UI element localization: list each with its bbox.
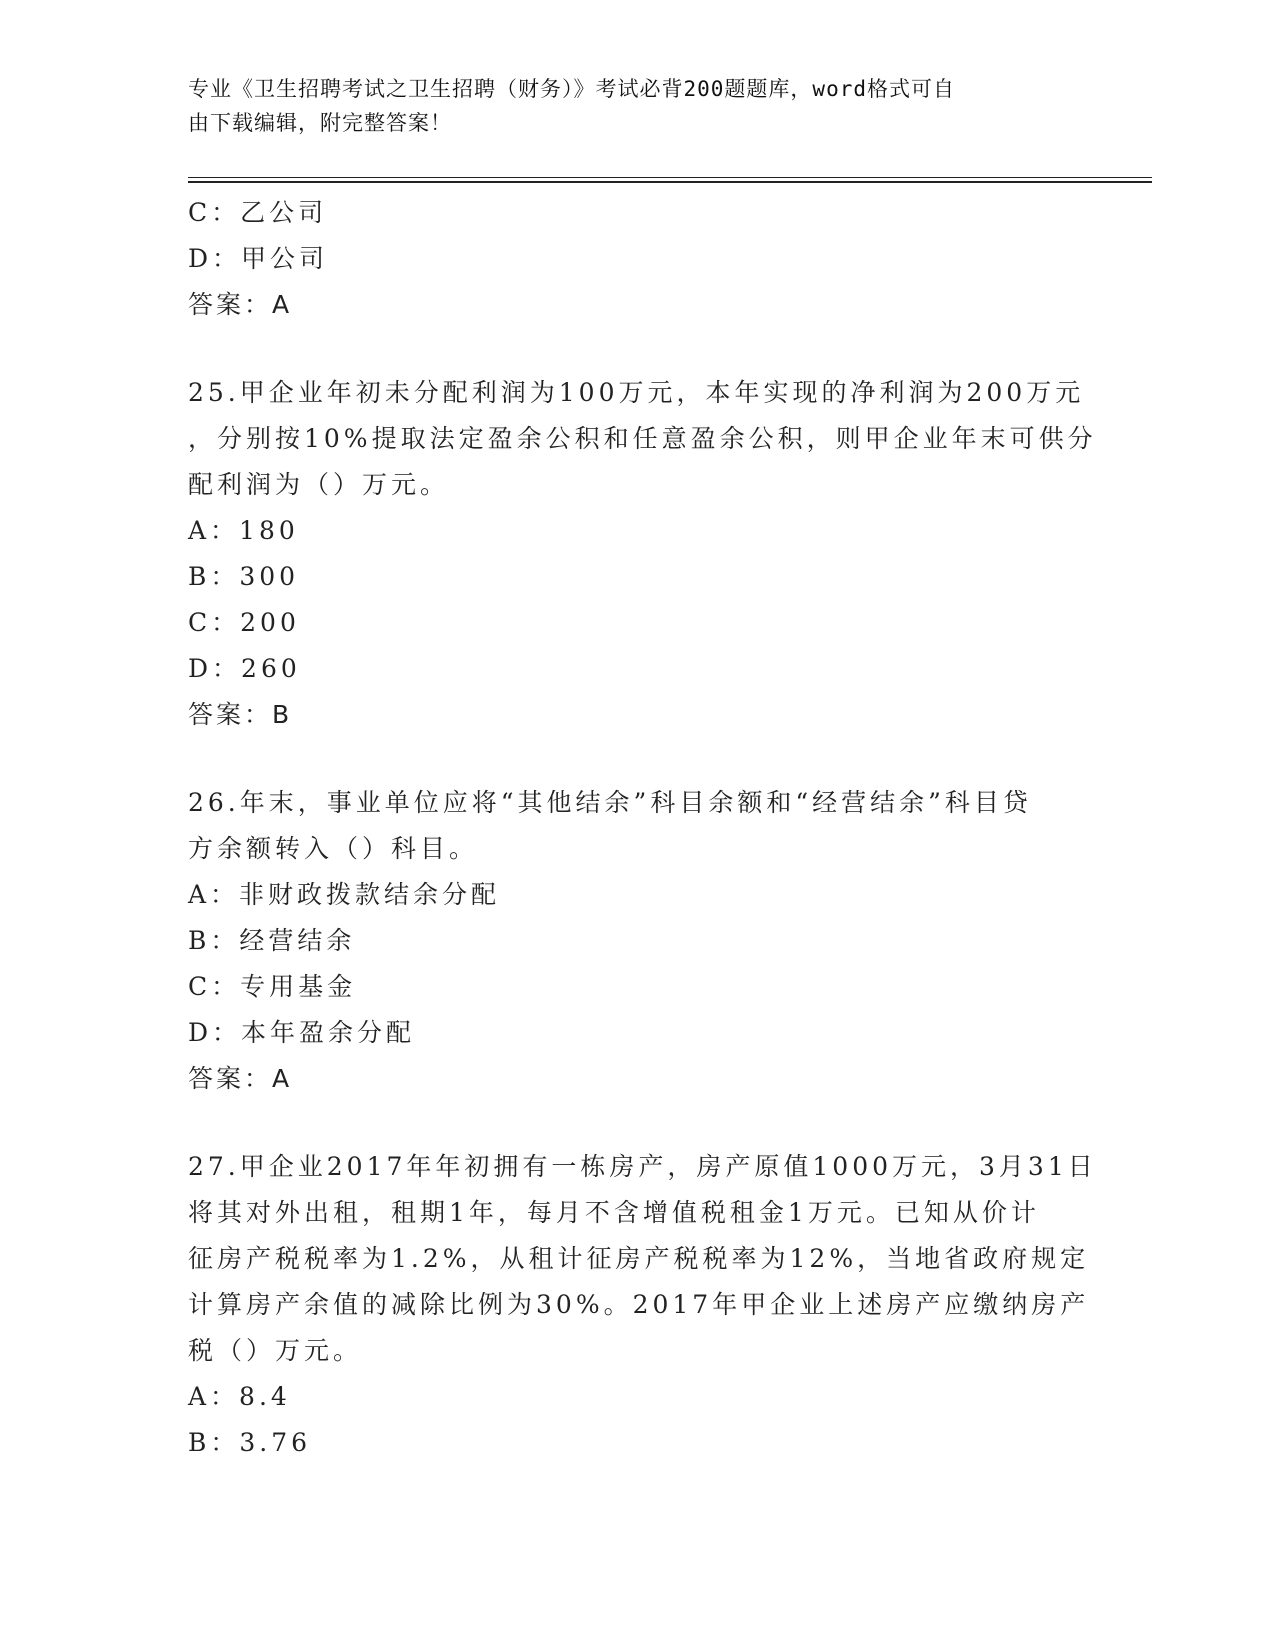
- header-divider-thin: [188, 177, 1152, 178]
- stem-line: 方余额转入（）科目。: [188, 834, 479, 863]
- option-a: A：非财政拨款结余分配: [188, 880, 501, 909]
- header-line-2: 由下载编辑，附完整答案！: [188, 111, 452, 135]
- option-b: B：3.76: [188, 1428, 312, 1457]
- option-c: C：专用基金: [188, 972, 357, 1001]
- option-d: D：260: [188, 654, 301, 683]
- option-a: A：180: [188, 516, 299, 545]
- answer-line: 答案：A: [188, 1064, 293, 1093]
- option-d: D：本年盈余分配: [188, 1018, 416, 1047]
- question-25: [188, 370, 1097, 738]
- question-27: [188, 1144, 1097, 1466]
- answer-line: 答案：B: [188, 700, 293, 729]
- carryover-question: [188, 190, 1088, 328]
- option-c: C：200: [188, 608, 300, 637]
- answer-line: 答案：A: [188, 290, 293, 319]
- header-divider-thick: [188, 181, 1152, 183]
- document-body: [188, 190, 1097, 1466]
- stem-line: 税（）万元。: [188, 1336, 363, 1365]
- stem-line: 计算房产余值的减除比例为30%。2017年甲企业上述房产应缴纳房产: [188, 1290, 1090, 1319]
- stem-line: 25.甲企业年初未分配利润为100万元，本年实现的净利润为200万元: [188, 378, 1085, 407]
- option-d: D：甲公司: [188, 244, 329, 273]
- stem-line: 配利润为（）万元。: [188, 470, 450, 499]
- stem-line: 27.甲企业2017年年初拥有一栋房产，房产原值1000万元，3月31日: [188, 1152, 1097, 1181]
- question-26: [188, 780, 1088, 1102]
- stem-line: ，分别按10%提取法定盈余公积和任意盈余公积，则甲企业年末可供分: [188, 424, 1097, 453]
- document-header: [188, 72, 1068, 140]
- stem-line: 将其对外出租，租期1年，每月不含增值税租金1万元。已知从价计: [188, 1198, 1040, 1227]
- stem-line: 征房产税税率为1.2%，从租计征房产税税率为12%，当地省政府规定: [188, 1244, 1090, 1273]
- header-line-1: 专业《卫生招聘考试之卫生招聘（财务）》考试必背200题题库，word格式可自: [188, 77, 955, 101]
- option-c: C：乙公司: [188, 198, 328, 227]
- question-stem: [188, 370, 1097, 508]
- question-stem: [188, 1144, 1097, 1374]
- question-stem: [188, 780, 1088, 872]
- option-a: A：8.4: [188, 1382, 291, 1411]
- stem-line: 26.年末，事业单位应将“其他结余”科目余额和“经营结余”科目贷: [188, 788, 1032, 817]
- option-b: B：300: [188, 562, 300, 591]
- option-b: B：经营结余: [188, 926, 356, 955]
